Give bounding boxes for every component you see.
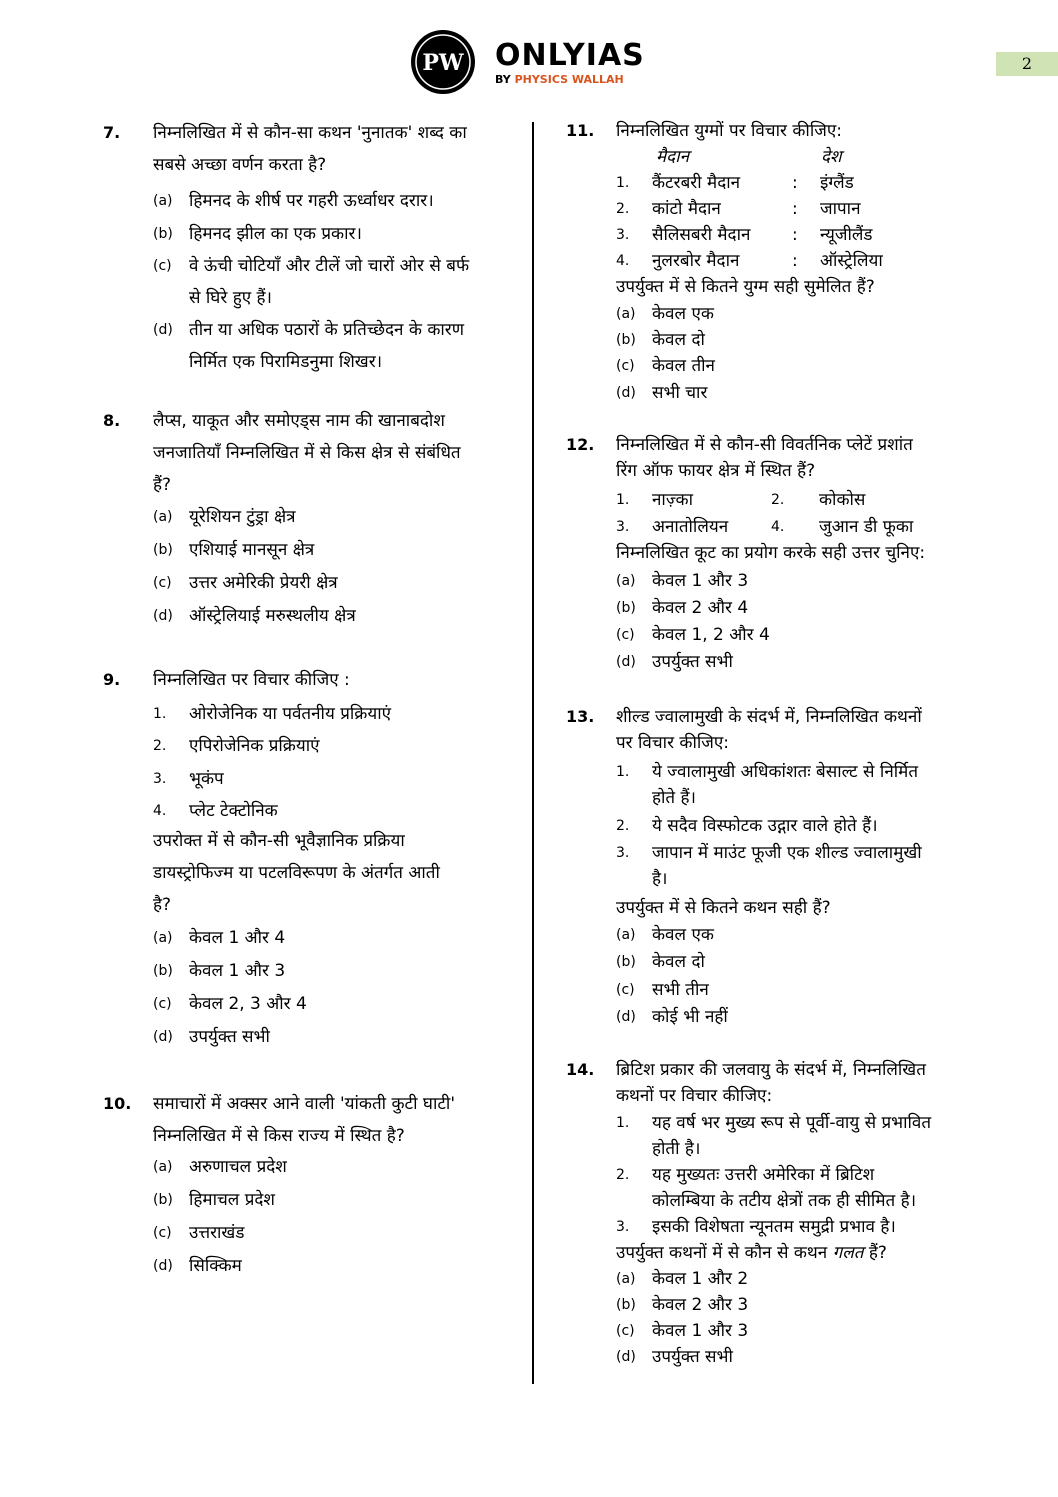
option-label: (a): [153, 1159, 173, 1175]
question-ask: [616, 1240, 966, 1266]
option-label: (c): [153, 575, 172, 591]
ask-emphasis: गलत: [832, 1243, 864, 1263]
item-number: 3.: [616, 519, 630, 535]
option-text: केवल 1 और 3: [189, 961, 286, 981]
question-ask: उपर्युक्त में से कितने कथन सही हैं?: [616, 898, 831, 918]
option-label: (a): [616, 573, 636, 589]
brand-sub-prefix: BY: [495, 73, 515, 86]
option-label: (c): [616, 358, 635, 374]
item-text: प्लेट टेक्टोनिक: [189, 801, 278, 821]
stem-line: सबसे अच्छा वर्णन करता है?: [153, 155, 327, 175]
item-text: [652, 1110, 931, 1162]
row-number: 4.: [616, 253, 630, 269]
item-number: 1.: [616, 764, 630, 780]
option-text: उपर्युक्त सभी: [189, 1027, 270, 1047]
item-number: 4.: [771, 519, 785, 535]
row-country: न्यूजीलैंड: [820, 225, 873, 245]
question-number: 10.: [103, 1094, 132, 1113]
stem-line: हैं?: [153, 475, 172, 495]
row-number: 1.: [616, 175, 630, 191]
ask-text: उपर्युक्त कथनों में से कौन से कथन: [616, 1243, 833, 1263]
option-text: केवल 1 और 3: [652, 1321, 749, 1341]
item-text: जुआन डी फूका: [819, 517, 914, 537]
stem-line: निम्नलिखित में से किस राज्य में स्थित है?: [153, 1126, 405, 1146]
option-text: केवल 2, 3 और 4: [189, 994, 307, 1014]
option-text: केवल 2 और 4: [652, 598, 749, 618]
item-number: 2.: [616, 818, 630, 834]
option-label: (a): [153, 193, 173, 209]
option-label: (a): [153, 930, 173, 946]
row-plain: सैलिसबरी मैदान: [652, 225, 751, 245]
option-label: (c): [616, 627, 635, 643]
option-label: (b): [616, 600, 636, 616]
stem-line: कथनों पर विचार कीजिए:: [616, 1086, 773, 1106]
option-label: (b): [153, 1192, 173, 1208]
item-text: नाज़्का: [652, 490, 694, 510]
option-text: उपर्युक्त सभी: [652, 652, 733, 672]
row-country: जापान: [820, 199, 861, 219]
option-text-line: से घिरे हुए हैं।: [189, 288, 273, 308]
page-number: 2: [996, 52, 1058, 76]
ask-line: डायस्ट्रोफिज्म या पटलविरूपण के अंतर्गत आती: [153, 863, 440, 883]
brand-subtitle: [495, 73, 665, 87]
item-text-line: ये ज्वालामुखी अधिकांशतः बेसाल्ट से निर्मित: [652, 762, 919, 782]
item-text-line: होती है।: [652, 1139, 701, 1159]
column-header-plain: मैदान: [656, 147, 690, 167]
option-label: (d): [153, 322, 173, 338]
row-separator: :: [792, 251, 798, 271]
question-8: [103, 405, 503, 635]
item-text: इसकी विशेषता न्यूनतम समुद्री प्रभाव है।: [652, 1217, 896, 1237]
question-number: 13.: [566, 707, 595, 726]
question-14: [566, 1057, 966, 1377]
question-ask: [153, 825, 503, 921]
option-text: केवल 2 और 3: [652, 1295, 749, 1315]
row-separator: :: [792, 173, 798, 193]
item-text-line: जापान में माउंट फूजी एक शील्ड ज्वालामुखी: [652, 843, 922, 863]
stem-line: लैप्स, याकूत और समोएड्स नाम की खानाबदोश: [153, 411, 445, 431]
option-text: केवल 1 और 4: [189, 928, 286, 948]
option-text: सिक्किम: [189, 1256, 242, 1276]
question-number: 12.: [566, 435, 595, 454]
item-text-line: यह वर्ष भर मुख्य रूप से पूर्वी-वायु से प्रभावित: [652, 1113, 932, 1133]
item-text: भूकंप: [189, 769, 224, 789]
item-text-line: है।: [652, 869, 668, 889]
option-text: सभी चार: [652, 383, 708, 403]
question-stem: [616, 432, 966, 484]
option-text: केवल एक: [652, 304, 714, 324]
option-text: हिमनद झील का एक प्रकार।: [189, 224, 362, 244]
brand-name: ONLYIAS: [495, 38, 645, 73]
question-stem: निम्नलिखित पर विचार कीजिए :: [153, 670, 350, 690]
ask-line: उपरोक्त में से कौन-सी भूवैज्ञानिक प्रक्रिया: [153, 831, 405, 851]
row-separator: :: [792, 199, 798, 219]
option-label: (d): [616, 385, 636, 401]
question-stem: निम्नलिखित युग्मों पर विचार कीजिए:: [616, 121, 842, 141]
question-ask: निम्नलिखित कूट का प्रयोग करके सही उत्तर चुनिए:: [616, 543, 926, 563]
item-number: 1.: [616, 492, 630, 508]
item-number: 4.: [153, 803, 167, 819]
stem-line: शील्ड ज्वालामुखी के संदर्भ में, निम्नलिखित कथनों: [616, 707, 922, 727]
question-stem: [616, 1057, 966, 1109]
question-stem: [616, 704, 966, 756]
option-label: (c): [153, 1225, 172, 1241]
option-label: (c): [616, 982, 635, 998]
pw-logo-text: PW: [422, 50, 464, 76]
option-label: (d): [616, 1009, 636, 1025]
stem-line: निम्नलिखित में से कौन-सी विवर्तनिक प्लेटें प्रशांत: [616, 435, 913, 455]
option-label: (c): [153, 996, 172, 1012]
option-text: ऑस्ट्रेलियाई मरुस्थलीय क्षेत्र: [189, 606, 356, 626]
option-label: (a): [616, 1271, 636, 1287]
row-plain: नुलरबोर मैदान: [652, 251, 740, 271]
option-text: यूरेशियन टुंड्रा क्षेत्र: [189, 507, 296, 527]
option-text-line: वे ऊंची चोटियाँ और टीलें जो चारों ओर से बर्फ: [189, 256, 470, 276]
question-number: 7.: [103, 123, 121, 142]
stem-line: पर विचार कीजिए:: [616, 733, 730, 753]
stem-line: निम्नलिखित में से कौन-सा कथन 'नुनातक' शब्द का: [153, 123, 467, 143]
question-number: 11.: [566, 121, 595, 140]
item-text: ये सदैव विस्फोटक उद्गार वाले होते हैं।: [652, 816, 878, 836]
item-text: ओरोजेनिक या पर्वतनीय प्रक्रियाएं: [189, 704, 392, 724]
option-text: [189, 250, 469, 314]
option-text: केवल दो: [652, 330, 705, 350]
option-label: (b): [153, 226, 173, 242]
option-text: अरुणाचल प्रदेश: [189, 1157, 287, 1177]
option-text: केवल 1 और 3: [652, 571, 749, 591]
question-ask: उपर्युक्त में से कितने युग्म सही सुमेलित हैं?: [616, 277, 875, 297]
stem-line: ब्रिटिश प्रकार की जलवायु के संदर्भ में, निम्नलिखित: [616, 1060, 926, 1080]
option-text: कोई भी नहीं: [652, 1007, 728, 1027]
ask-text-end: हैं?: [863, 1243, 887, 1263]
item-text: एपिरोजेनिक प्रक्रियाएं: [189, 736, 320, 756]
page-header: [0, 0, 1058, 110]
option-label: (d): [153, 1029, 173, 1045]
option-label: (a): [616, 927, 636, 943]
option-text-line: तीन या अधिक पठारों के प्रतिच्छेदन के कारण: [189, 320, 465, 340]
question-10: [103, 1088, 503, 1288]
option-text: उत्तर अमेरिकी प्रेयरी क्षेत्र: [189, 573, 338, 593]
column-divider: [532, 122, 534, 1384]
row-plain: कैंटरबरी मैदान: [652, 173, 741, 193]
question-number: 8.: [103, 411, 121, 430]
ask-line: है?: [153, 895, 172, 915]
item-number: 3.: [616, 1219, 630, 1235]
row-country: ऑस्ट्रेलिया: [820, 251, 883, 271]
question-number: 9.: [103, 670, 121, 689]
option-text-line: निर्मित एक पिरामिडनुमा शिखर।: [189, 352, 383, 372]
option-label: (d): [616, 1349, 636, 1365]
row-separator: :: [792, 225, 798, 245]
option-text: हिमाचल प्रदेश: [189, 1190, 275, 1210]
option-text: एशियाई मानसून क्षेत्र: [189, 540, 315, 560]
question-11: [566, 118, 966, 408]
option-text: उत्तराखंड: [189, 1223, 245, 1243]
option-label: (c): [153, 258, 172, 274]
option-text: [189, 314, 464, 378]
option-label: (b): [616, 954, 636, 970]
option-text: उपर्युक्त सभी: [652, 1347, 733, 1367]
option-label: (c): [616, 1323, 635, 1339]
option-label: (d): [153, 1258, 173, 1274]
question-stem: [153, 117, 503, 181]
option-label: (d): [153, 608, 173, 624]
option-text: हिमनद के शीर्ष पर गहरी ऊर्ध्वाधर दरार।: [189, 191, 434, 211]
brand-sub-accent: PHYSICS WALLAH: [514, 73, 624, 86]
option-text: सभी तीन: [652, 980, 709, 1000]
item-text: [652, 759, 918, 811]
option-label: (a): [153, 509, 173, 525]
row-plain: कांटो मैदान: [652, 199, 721, 219]
stem-line: समाचारों में अक्सर आने वाली 'यांकती कुटी घाटी': [153, 1094, 456, 1114]
option-text: केवल 1, 2 और 4: [652, 625, 770, 645]
option-text: केवल एक: [652, 925, 714, 945]
item-number: 2.: [153, 738, 167, 754]
question-13: [566, 704, 966, 1034]
item-number: 3.: [616, 845, 630, 861]
question-stem: [153, 405, 503, 501]
item-number: 1.: [153, 706, 167, 722]
row-country: इंग्लैंड: [820, 173, 854, 193]
column-header-country: देश: [821, 147, 842, 167]
question-7: [103, 117, 503, 377]
option-text: केवल दो: [652, 952, 705, 972]
question-number: 14.: [566, 1060, 595, 1079]
option-label: (b): [616, 1297, 636, 1313]
stem-line: रिंग ऑफ फायर क्षेत्र में स्थित हैं?: [616, 461, 816, 481]
option-label: (b): [153, 542, 173, 558]
brand-logo: [495, 40, 665, 100]
question-9: [103, 664, 503, 1064]
question-12: [566, 432, 966, 682]
item-text-line: यह मुख्यतः उत्तरी अमेरिका में ब्रिटिश: [652, 1165, 875, 1185]
stem-line: जनजातियाँ निम्नलिखित में से किस क्षेत्र से संबंधित: [153, 443, 461, 463]
item-text: [652, 1162, 916, 1214]
option-text: केवल तीन: [652, 356, 715, 376]
pw-logo-icon: [410, 29, 476, 95]
option-text: केवल 1 और 2: [652, 1269, 749, 1289]
item-text: कोकोस: [819, 490, 866, 510]
item-text: [652, 840, 922, 892]
item-number: 2.: [616, 1167, 630, 1183]
row-number: 2.: [616, 201, 630, 217]
row-number: 3.: [616, 227, 630, 243]
item-number: 2.: [771, 492, 785, 508]
item-text-line: कोलम्बिया के तटीय क्षेत्रों तक ही सीमित है।: [652, 1191, 917, 1211]
item-text: अनातोलियन: [652, 517, 729, 537]
item-text-line: होते हैं।: [652, 788, 696, 808]
item-number: 1.: [616, 1115, 630, 1131]
option-label: (d): [616, 654, 636, 670]
option-label: (b): [616, 332, 636, 348]
option-label: (a): [616, 306, 636, 322]
option-label: (b): [153, 963, 173, 979]
item-number: 3.: [153, 771, 167, 787]
question-stem: [153, 1088, 503, 1152]
